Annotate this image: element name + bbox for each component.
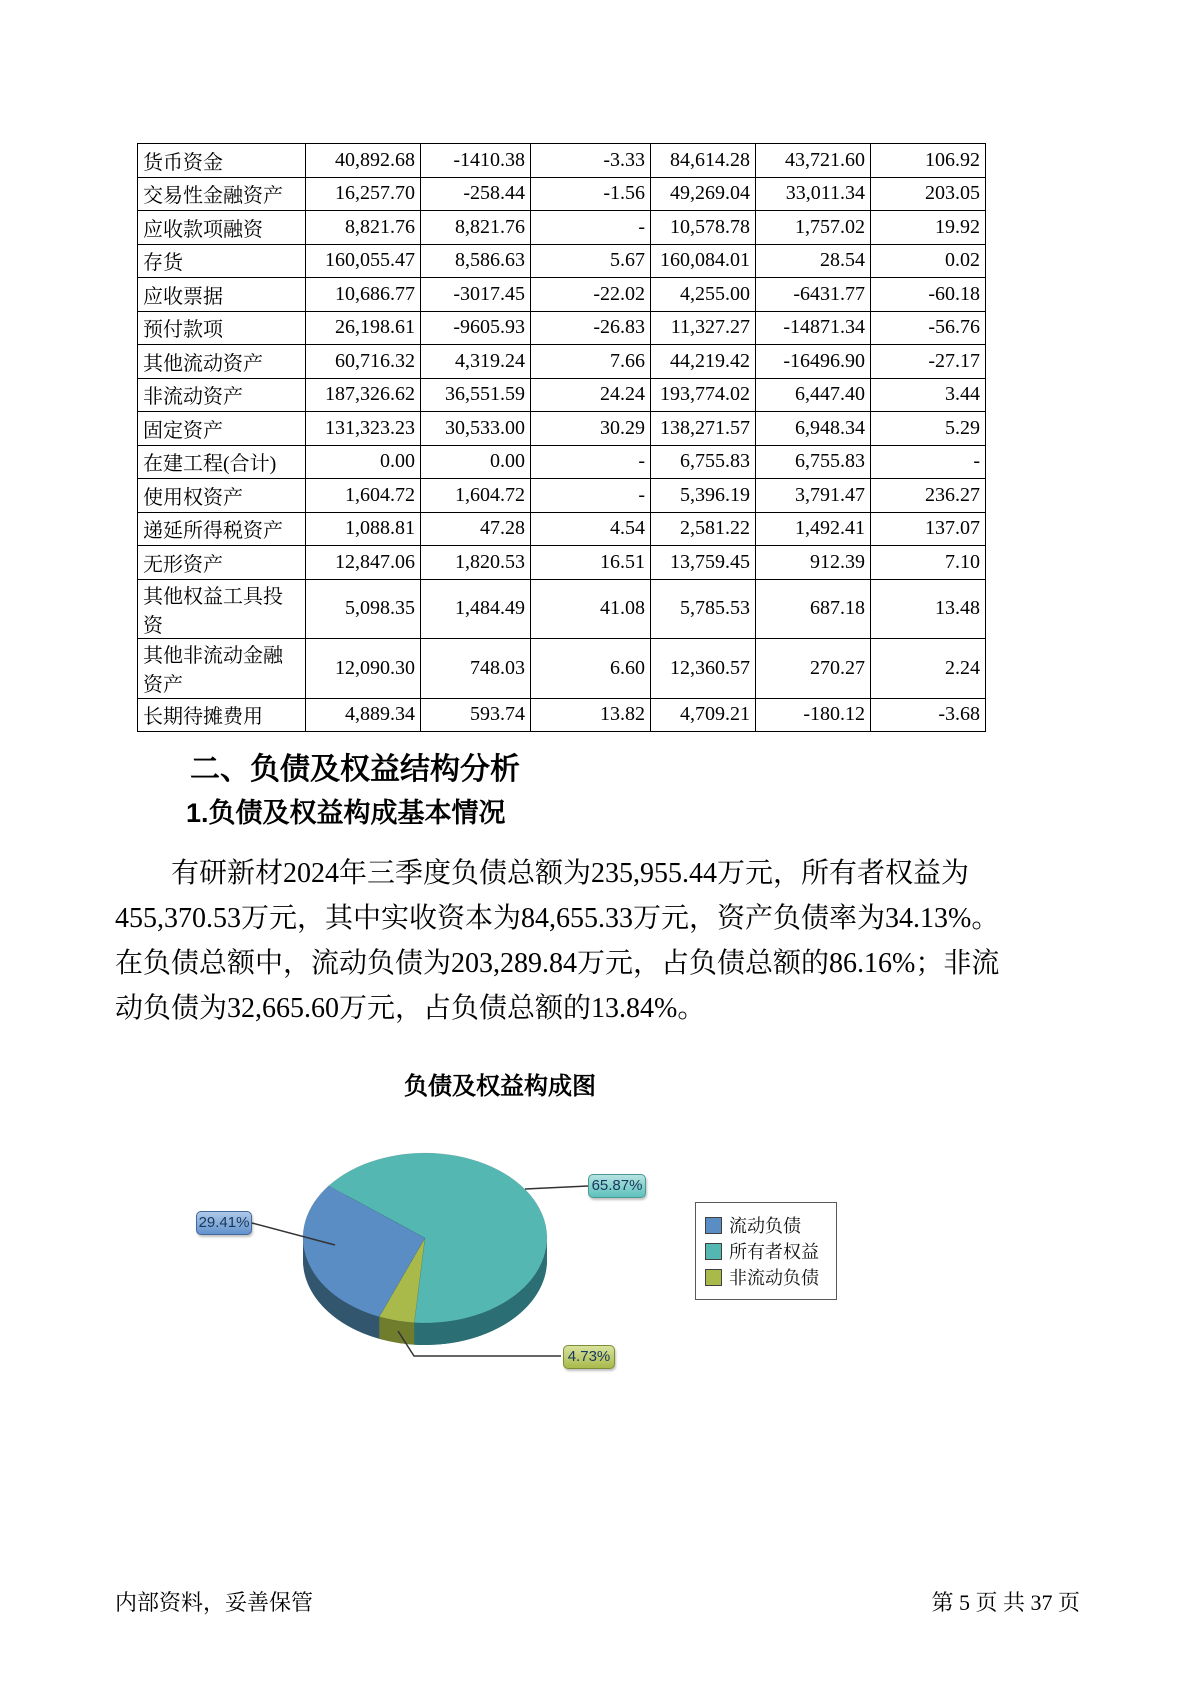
row-value: -26.83 bbox=[531, 311, 651, 345]
row-value: 49,269.04 bbox=[651, 177, 756, 211]
row-value: 41.08 bbox=[531, 579, 651, 638]
legend-swatch-icon bbox=[705, 1243, 722, 1260]
row-value: 6,447.40 bbox=[756, 378, 871, 412]
row-value: 13.48 bbox=[871, 579, 986, 638]
row-label: 预付款项 bbox=[138, 311, 306, 345]
row-value: 7.10 bbox=[871, 546, 986, 580]
row-value: -60.18 bbox=[871, 278, 986, 312]
row-value: 912.39 bbox=[756, 546, 871, 580]
asset-table-body bbox=[138, 144, 986, 732]
paragraph-line: 有研新材2024年三季度负债总额为235,955.44万元，所有者权益为 bbox=[171, 858, 970, 889]
row-value: 131,323.23 bbox=[306, 412, 421, 446]
legend-item bbox=[705, 1212, 827, 1238]
row-value: 36,551.59 bbox=[421, 378, 531, 412]
financial-table bbox=[137, 143, 986, 732]
row-value: 4,255.00 bbox=[651, 278, 756, 312]
row-value: 47.28 bbox=[421, 512, 531, 546]
row-value: 30.29 bbox=[531, 412, 651, 446]
row-value: 4,889.34 bbox=[306, 698, 421, 732]
table-row bbox=[138, 244, 986, 278]
row-label: 存货 bbox=[138, 244, 306, 278]
table-row bbox=[138, 144, 986, 178]
row-value: -14871.34 bbox=[756, 311, 871, 345]
row-label: 其他流动资产 bbox=[138, 345, 306, 379]
row-value: 687.18 bbox=[756, 579, 871, 638]
row-value: 138,271.57 bbox=[651, 412, 756, 446]
row-value: 2,581.22 bbox=[651, 512, 756, 546]
row-value: -180.12 bbox=[756, 698, 871, 732]
legend-label: 流动负债 bbox=[729, 1216, 801, 1236]
row-value: 26,198.61 bbox=[306, 311, 421, 345]
row-value: 10,578.78 bbox=[651, 211, 756, 245]
row-value: 1,492.41 bbox=[756, 512, 871, 546]
row-value: 4,709.21 bbox=[651, 698, 756, 732]
row-value: 16,257.70 bbox=[306, 177, 421, 211]
table-row bbox=[138, 211, 986, 245]
row-label: 货币资金 bbox=[138, 144, 306, 178]
table-row bbox=[138, 278, 986, 312]
chart-title: 负债及权益构成图 bbox=[404, 1073, 596, 1100]
table-row bbox=[138, 638, 986, 698]
table-row bbox=[138, 412, 986, 446]
row-value: 8,586.63 bbox=[421, 244, 531, 278]
chart-legend bbox=[695, 1202, 837, 1300]
row-value: -3017.45 bbox=[421, 278, 531, 312]
row-label: 长期待摊费用 bbox=[138, 698, 306, 732]
body-paragraph bbox=[115, 851, 1075, 1031]
row-label: 非流动资产 bbox=[138, 378, 306, 412]
row-value: 44,219.42 bbox=[651, 345, 756, 379]
row-value: -1410.38 bbox=[421, 144, 531, 178]
row-value: 4.54 bbox=[531, 512, 651, 546]
row-value: 593.74 bbox=[421, 698, 531, 732]
table-row bbox=[138, 345, 986, 379]
table-row bbox=[138, 479, 986, 513]
row-value: 236.27 bbox=[871, 479, 986, 513]
row-value: 11,327.27 bbox=[651, 311, 756, 345]
row-value: -258.44 bbox=[421, 177, 531, 211]
callout-current-liabilities: 29.41% bbox=[196, 1211, 252, 1235]
legend-item bbox=[705, 1238, 827, 1264]
row-value: -1.56 bbox=[531, 177, 651, 211]
row-value: 16.51 bbox=[531, 546, 651, 580]
row-value: 6,948.34 bbox=[756, 412, 871, 446]
paragraph-line: 在负债总额中，流动负债为203,289.84万元，占负债总额的86.16%；非流 bbox=[115, 948, 1000, 979]
row-value: 5,098.35 bbox=[306, 579, 421, 638]
row-label: 递延所得税资产 bbox=[138, 512, 306, 546]
row-value: 19.92 bbox=[871, 211, 986, 245]
row-value: 8,821.76 bbox=[306, 211, 421, 245]
callout-line-equity bbox=[525, 1186, 588, 1189]
row-value: -16496.90 bbox=[756, 345, 871, 379]
row-value: 10,686.77 bbox=[306, 278, 421, 312]
row-value: 160,055.47 bbox=[306, 244, 421, 278]
pie-group bbox=[303, 1153, 547, 1345]
row-value: 6.60 bbox=[531, 638, 651, 698]
row-label: 应收款项融资 bbox=[138, 211, 306, 245]
row-value: 1,604.72 bbox=[421, 479, 531, 513]
row-value: 6,755.83 bbox=[651, 445, 756, 479]
paragraph-line: 动负债为32,665.60万元，占负债总额的13.84%。 bbox=[115, 993, 706, 1024]
row-label: 在建工程(合计) bbox=[138, 445, 306, 479]
row-value: -9605.93 bbox=[421, 311, 531, 345]
callout-owner-equity: 65.87% bbox=[588, 1174, 646, 1198]
callout-noncurrent-liabilities: 4.73% bbox=[563, 1345, 615, 1369]
row-value: 5.67 bbox=[531, 244, 651, 278]
row-value: 5,396.19 bbox=[651, 479, 756, 513]
row-value: 7.66 bbox=[531, 345, 651, 379]
legend-label: 所有者权益 bbox=[729, 1242, 819, 1262]
table-row bbox=[138, 378, 986, 412]
legend-swatch-icon bbox=[705, 1269, 722, 1286]
row-value: 12,847.06 bbox=[306, 546, 421, 580]
row-value: -6431.77 bbox=[756, 278, 871, 312]
row-label: 使用权资产 bbox=[138, 479, 306, 513]
row-value: 106.92 bbox=[871, 144, 986, 178]
row-value: -3.68 bbox=[871, 698, 986, 732]
row-label: 其他权益工具投资 bbox=[138, 579, 306, 638]
section-subheading: 1.负债及权益构成基本情况 bbox=[186, 798, 506, 828]
row-value: - bbox=[531, 445, 651, 479]
row-value: 40,892.68 bbox=[306, 144, 421, 178]
row-label: 交易性金融资产 bbox=[138, 177, 306, 211]
row-value: - bbox=[531, 479, 651, 513]
row-value: 13.82 bbox=[531, 698, 651, 732]
row-value: 13,759.45 bbox=[651, 546, 756, 580]
row-value: 0.02 bbox=[871, 244, 986, 278]
row-value: 203.05 bbox=[871, 177, 986, 211]
row-value: 5,785.53 bbox=[651, 579, 756, 638]
table-row bbox=[138, 579, 986, 638]
table-row bbox=[138, 546, 986, 580]
row-value: 3,791.47 bbox=[756, 479, 871, 513]
footer-confidential-note: 内部资料，妥善保管 bbox=[115, 1590, 314, 1615]
legend-item bbox=[705, 1264, 827, 1290]
row-label: 其他非流动金融资产 bbox=[138, 638, 306, 698]
row-value: 12,360.57 bbox=[651, 638, 756, 698]
row-value: 270.27 bbox=[756, 638, 871, 698]
row-value: 0.00 bbox=[421, 445, 531, 479]
row-value: -3.33 bbox=[531, 144, 651, 178]
row-value: 8,821.76 bbox=[421, 211, 531, 245]
row-value: 4,319.24 bbox=[421, 345, 531, 379]
row-value: 1,604.72 bbox=[306, 479, 421, 513]
row-value: 24.24 bbox=[531, 378, 651, 412]
row-value: 6,755.83 bbox=[756, 445, 871, 479]
row-value: 12,090.30 bbox=[306, 638, 421, 698]
table-row bbox=[138, 698, 986, 732]
row-value: 137.07 bbox=[871, 512, 986, 546]
row-value: 1,484.49 bbox=[421, 579, 531, 638]
pie-chart-svg bbox=[115, 1060, 1075, 1390]
paragraph-line: 455,370.53万元，其中实收资本为84,655.33万元，资产负债率为34.13%。 bbox=[115, 903, 1000, 934]
row-value: - bbox=[871, 445, 986, 479]
row-value: 748.03 bbox=[421, 638, 531, 698]
row-value: 33,011.34 bbox=[756, 177, 871, 211]
table-row bbox=[138, 311, 986, 345]
row-value: 43,721.60 bbox=[756, 144, 871, 178]
row-value: 28.54 bbox=[756, 244, 871, 278]
row-label: 无形资产 bbox=[138, 546, 306, 580]
row-value: 60,716.32 bbox=[306, 345, 421, 379]
row-value: -56.76 bbox=[871, 311, 986, 345]
row-value: 3.44 bbox=[871, 378, 986, 412]
footer-page-number: 第 5 页 共 37 页 bbox=[931, 1590, 1080, 1615]
section-heading: 二、负债及权益结构分析 bbox=[190, 753, 520, 786]
row-label: 应收票据 bbox=[138, 278, 306, 312]
table-row bbox=[138, 512, 986, 546]
row-value: 187,326.62 bbox=[306, 378, 421, 412]
legend-swatch-icon bbox=[705, 1217, 722, 1234]
table-row bbox=[138, 177, 986, 211]
table-row bbox=[138, 445, 986, 479]
row-value: 193,774.02 bbox=[651, 378, 756, 412]
row-value: 5.29 bbox=[871, 412, 986, 446]
row-value: -22.02 bbox=[531, 278, 651, 312]
row-value: 84,614.28 bbox=[651, 144, 756, 178]
row-value: 1,757.02 bbox=[756, 211, 871, 245]
legend-label: 非流动负债 bbox=[729, 1268, 819, 1288]
row-value: 1,088.81 bbox=[306, 512, 421, 546]
row-value: 1,820.53 bbox=[421, 546, 531, 580]
row-value: 0.00 bbox=[306, 445, 421, 479]
row-value: 160,084.01 bbox=[651, 244, 756, 278]
row-label: 固定资产 bbox=[138, 412, 306, 446]
row-value: -27.17 bbox=[871, 345, 986, 379]
row-value: 30,533.00 bbox=[421, 412, 531, 446]
row-value: - bbox=[531, 211, 651, 245]
row-value: 2.24 bbox=[871, 638, 986, 698]
